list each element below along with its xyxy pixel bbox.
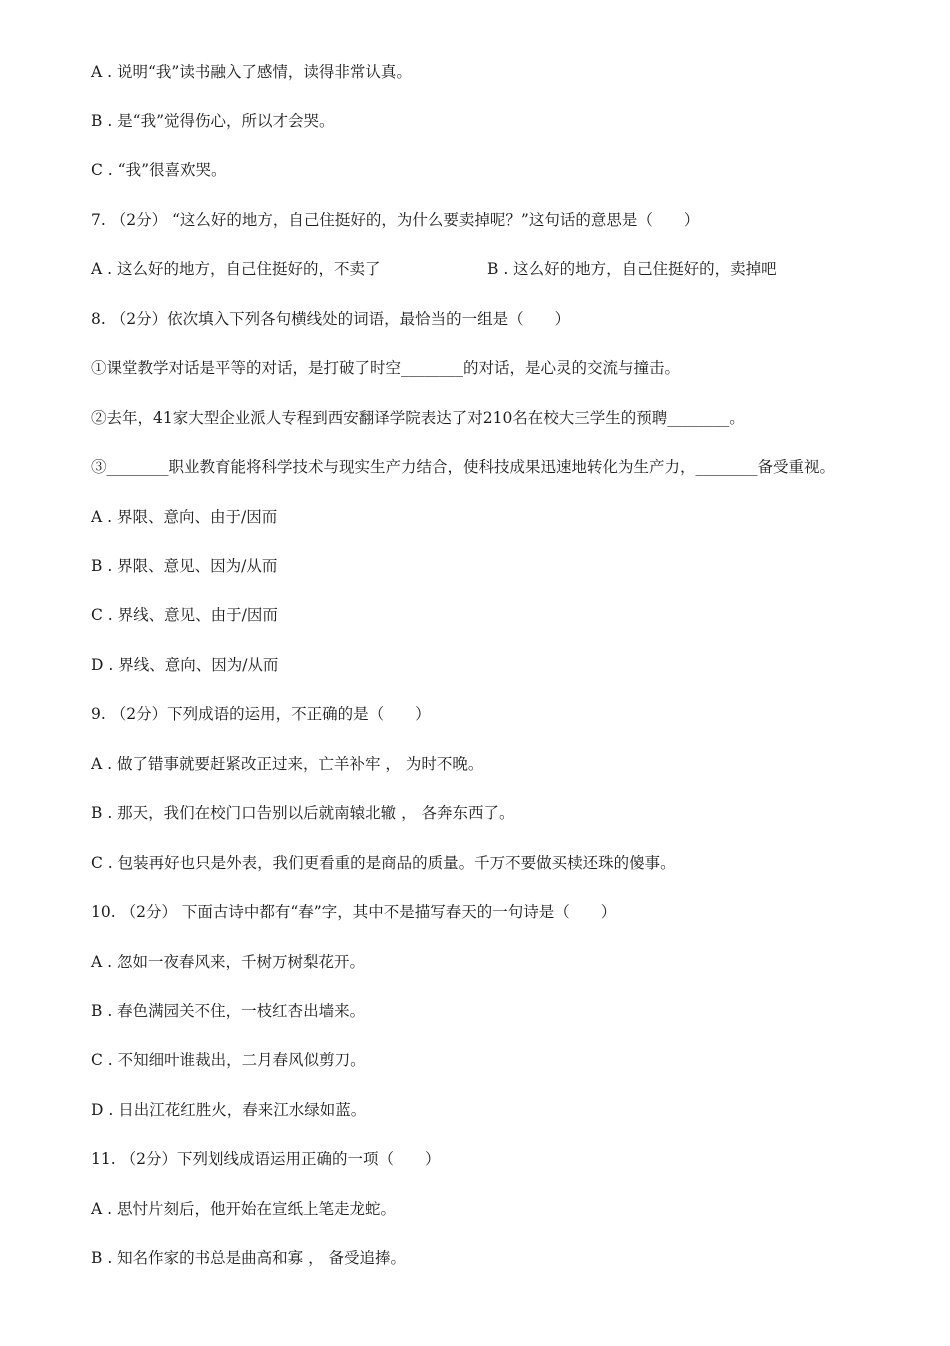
q8-sentence-3: ③________职业教育能将科学技术与现实生产力结合，使科技成果迅速地转化为生产力，________备受重视。 [91, 458, 836, 476]
q9-option-c: C . 包装再好也只是外表，我们更看重的是商品的质量。千万不要做买椟还珠的傻事。 [91, 854, 676, 872]
q8-sentence-2: ②去年，41家大型企业派人专程到西安翻译学院表达了对210名在校大三学生的预聘________。 [91, 409, 745, 427]
q11-option-b: B . 知名作家的书总是曲高和寡 ， 备受追捧。 [91, 1249, 407, 1267]
q6-option-c: C . “我”很喜欢哭。 [91, 161, 227, 179]
q8-option-d: D . 界线、意向、因为/从而 [91, 656, 279, 674]
q9-option-a: A . 做了错事就要赶紧改正过来，亡羊补牢 ， 为时不晚。 [91, 755, 484, 773]
q6-option-b: B . 是“我”觉得伤心，所以才会哭。 [91, 112, 335, 130]
q7-option-b: B . 这么好的地方，自己住挺好的，卖掉吧 [487, 260, 777, 278]
q10-option-b: B . 春色满园关不住，一枝红杏出墙来。 [91, 1002, 366, 1020]
q11-option-a: A . 思忖片刻后，他开始在宣纸上笔走龙蛇。 [91, 1200, 396, 1218]
q7-stem: 7. （2分） “这么好的地方，自己住挺好的，为什么要卖掉呢？”这句话的意思是（ ） [91, 211, 700, 229]
q8-option-a: A . 界限、意向、由于/因而 [91, 508, 278, 526]
q9-option-b: B . 那天，我们在校门口告别以后就南辕北辙 ， 各奔东西了。 [91, 804, 515, 822]
q8-option-b: B . 界限、意见、因为/从而 [91, 557, 278, 575]
q10-option-c: C . 不知细叶谁裁出，二月春风似剪刀。 [91, 1051, 366, 1069]
q8-option-c: C . 界线、意见、由于/因而 [91, 606, 278, 624]
q11-stem: 11. （2分）下列划线成语运用正确的一项（ ） [91, 1150, 441, 1168]
q6-option-a: A . 说明“我”读书融入了感情，读得非常认真。 [91, 63, 412, 81]
q10-option-d: D . 日出江花红胜火，春来江水绿如蓝。 [91, 1101, 367, 1119]
q8-sentence-1: ①课堂教学对话是平等的对话，是打破了时空________的对话，是心灵的交流与撞击。 [91, 359, 681, 377]
q10-stem: 10. （2分） 下面古诗中都有“春”字，其中不是描写春天的一句诗是（ ） [91, 903, 617, 921]
q9-stem: 9. （2分）下列成语的运用，不正确的是（ ） [91, 705, 431, 723]
q10-option-a: A . 忽如一夜春风来，千树万树梨花开。 [91, 953, 365, 971]
q8-stem: 8. （2分）依次填入下列各句横线处的词语，最恰当的一组是（ ） [91, 310, 571, 328]
q7-option-a: A . 这么好的地方，自己住挺好的，不卖了 [91, 260, 381, 278]
